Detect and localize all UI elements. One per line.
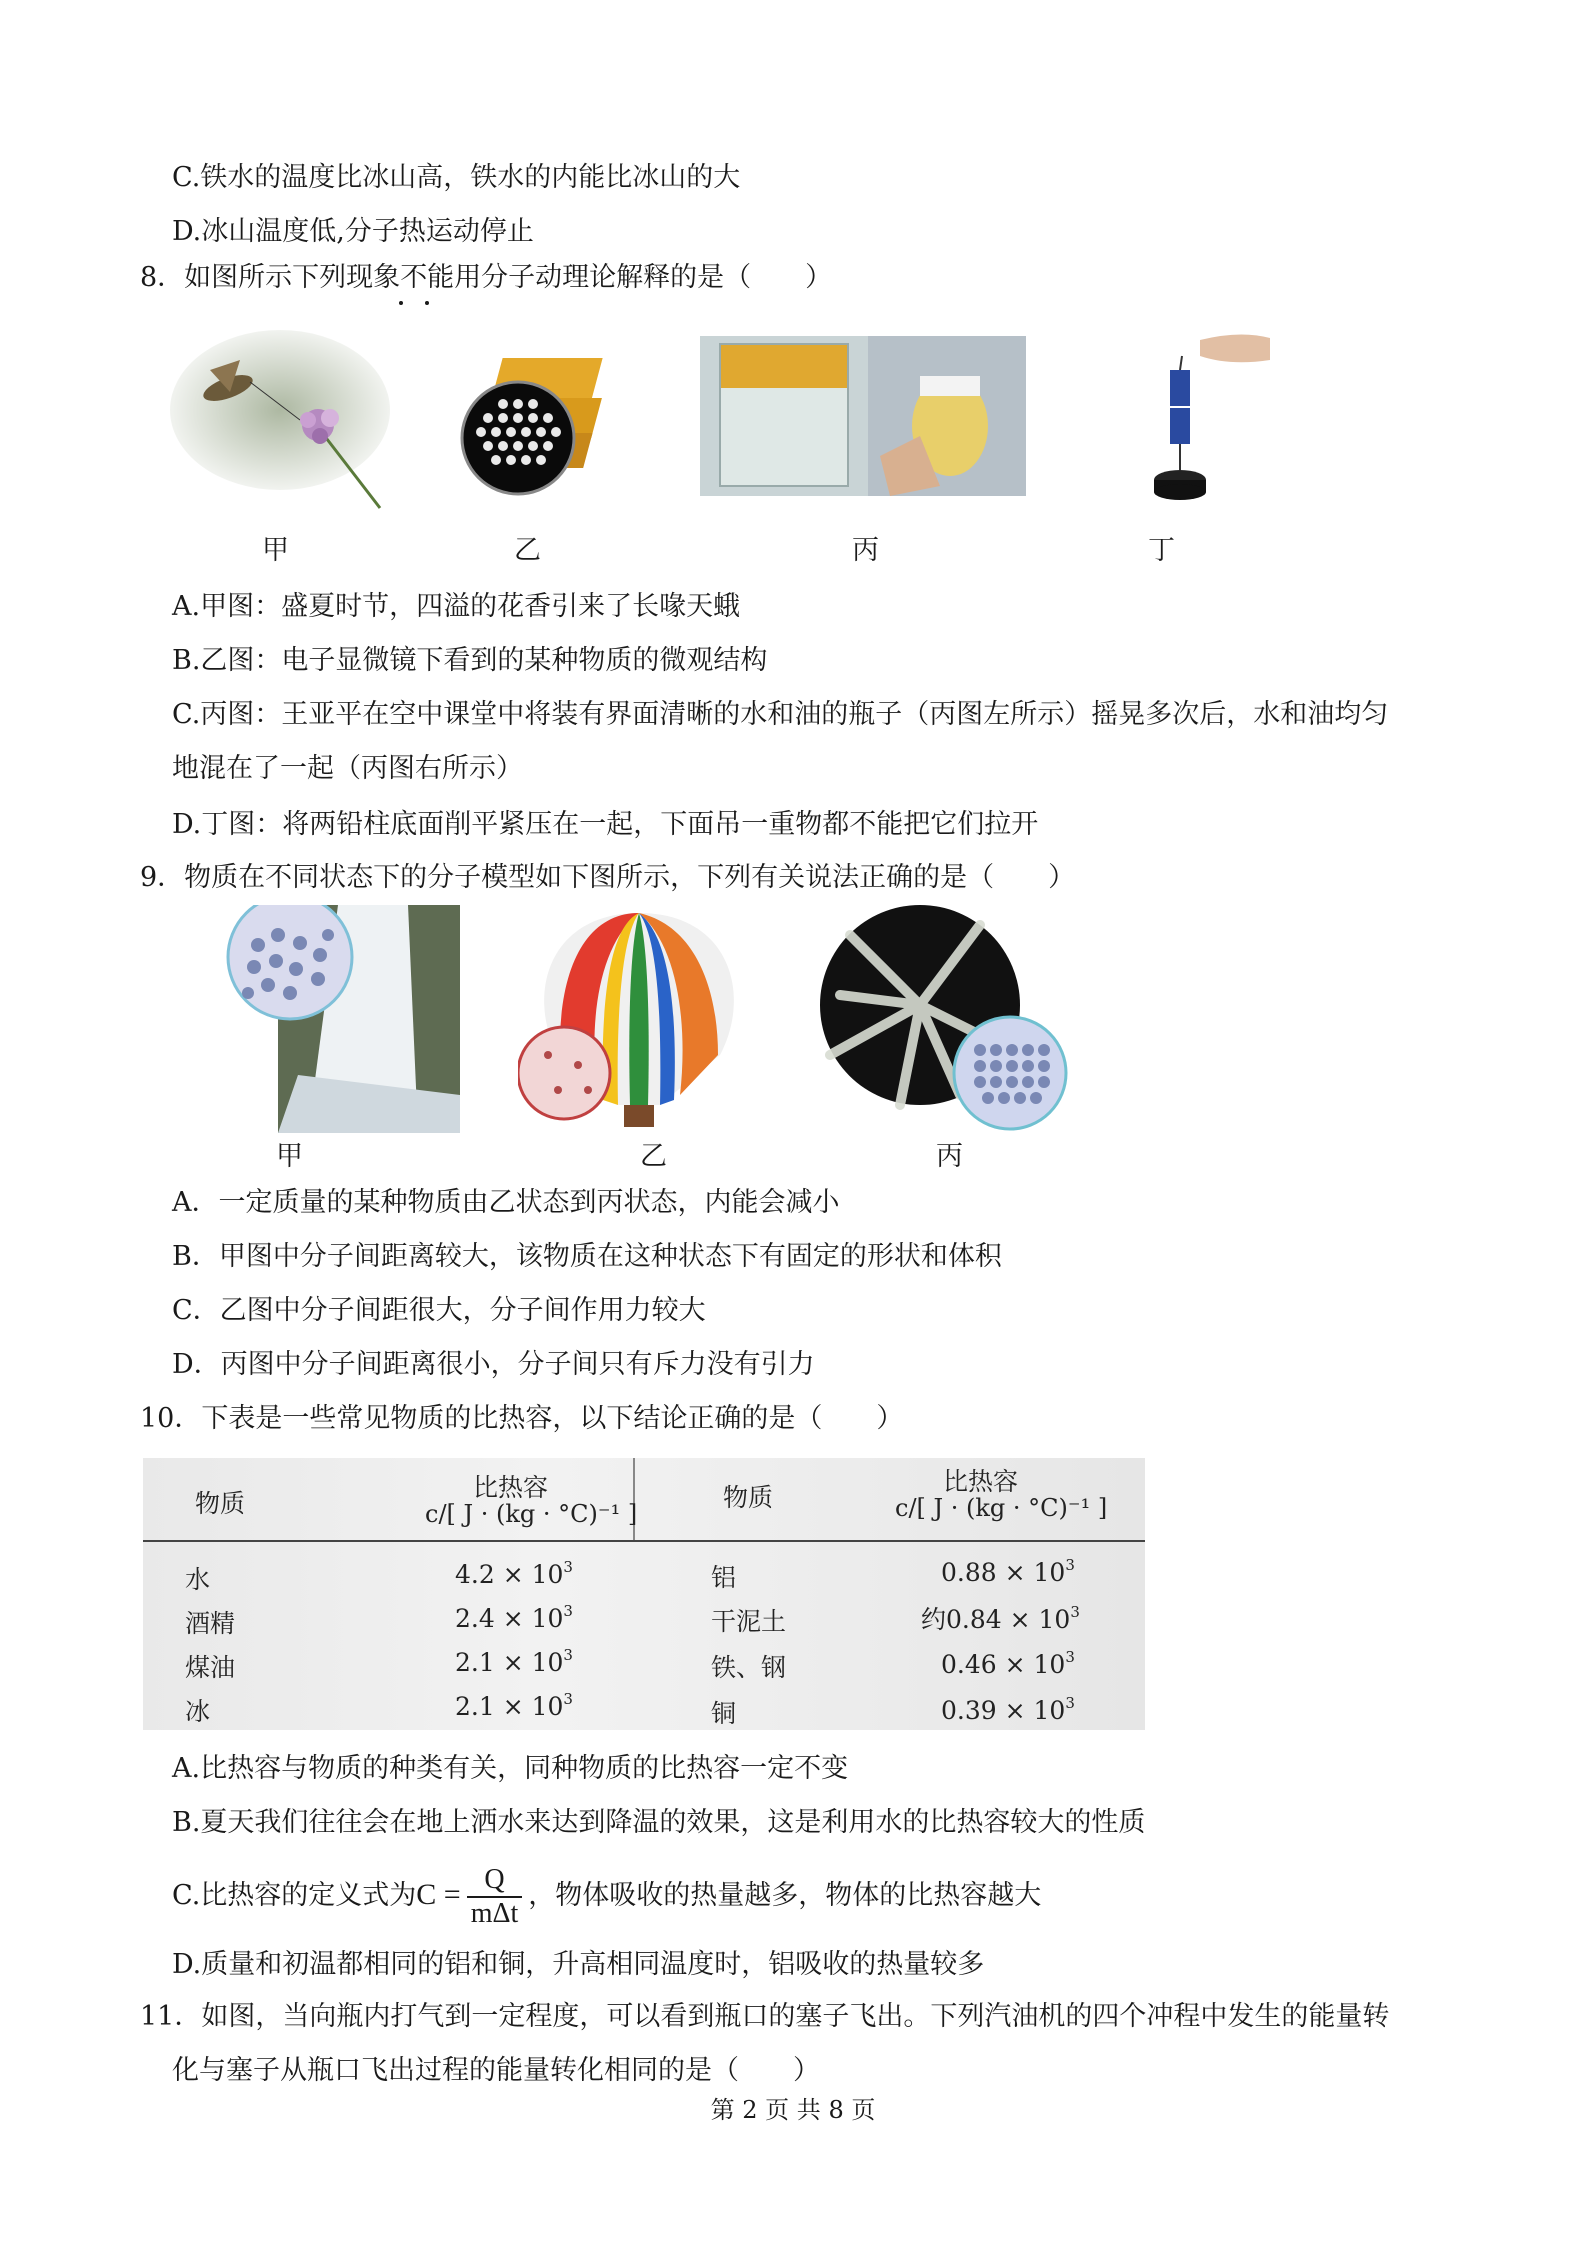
table-row-name: 水 — [185, 1565, 211, 1594]
q8-option-c-cont: 地混在了一起（丙图右所示） — [172, 753, 523, 784]
header-c-right: 比热容 — [943, 1467, 1019, 1496]
q7-option-d: D.冰山温度低,分子热运动停止 — [172, 216, 534, 247]
q8-caption-yi: 乙 — [514, 535, 541, 566]
q8-option-c: C.丙图：王亚平在空中课堂中将装有界面清晰的水和油的瓶子（丙图左所示）摇晃多次后，水和油均匀 — [172, 699, 1389, 730]
moth-flower-figure — [170, 330, 390, 510]
header-substance-right: 物质 — [723, 1483, 774, 1512]
q9-stem: 9．物质在不同状态下的分子模型如下图所示，下列有关说法正确的是（ ） — [140, 862, 1076, 893]
table-row-value: $2.1 \times 10^3$ — [455, 1690, 573, 1721]
q9-option-a: A．一定质量的某种物质由乙状态到丙状态，内能会减小 — [172, 1187, 840, 1218]
q7-option-c: C.铁水的温度比冰山高，铁水的内能比冰山的大 — [172, 162, 741, 193]
formula-lhs: C = — [416, 1878, 461, 1911]
page-footer: 第 2 页 共 8 页 — [710, 2096, 876, 2124]
water-oil-bottle-figure — [700, 336, 1026, 496]
q8-option-d: D.丁图：将两铅柱底面削平紧压在一起，下面吊一重物都不能把它们拉开 — [172, 809, 1039, 840]
header-unit-right: c/[ J · (kg · °C)⁻¹ ] — [895, 1494, 1108, 1522]
header-substance-left: 物质 — [195, 1489, 246, 1518]
table-row-value: $4.2 \times 10^3$ — [455, 1558, 573, 1589]
table-row-value: $2.1 \times 10^3$ — [455, 1646, 573, 1677]
q10-option-c: C.比热容的定义式为C = $\frac{Q}{\text{mΔt}}$ ，物体吸收的热量越多，物体的比热容越大 — [172, 1863, 1042, 1929]
specific-heat-table — [143, 1458, 1145, 1730]
q10-stem: 10．下表是一些常见物质的比热容，以下结论正确的是（ ） — [140, 1403, 904, 1434]
q11-stem-line1: 11．如图，当向瓶内打气到一定程度，可以看到瓶口的塞子飞出。下列汽油机的四个冲程中发生的能量转 — [140, 2001, 1390, 2032]
gold-lattice-figure — [448, 338, 628, 498]
table-row-name: 煤油 — [185, 1653, 236, 1682]
table-row-name: 铁、钢 — [711, 1653, 787, 1682]
q10-option-a: A.比热容与物质的种类有关，同种物质的比热容一定不变 — [172, 1753, 849, 1784]
waterfall-liquid-figure — [218, 905, 460, 1133]
q8-caption-ding: 丁 — [1148, 535, 1175, 566]
table-row-name: 酒精 — [185, 1609, 236, 1638]
q9-option-b: B．甲图中分子间距离较大，该物质在这种状态下有固定的形状和体积 — [172, 1241, 1002, 1272]
table-row-name: 干泥土 — [711, 1607, 787, 1636]
table-row-name: 铜 — [711, 1699, 737, 1728]
table-row-name: 铝 — [711, 1563, 737, 1592]
q9-caption-yi: 乙 — [640, 1141, 667, 1172]
q11-stem-line2: 化与塞子从瓶口飞出过程的能量转化相同的是（ ） — [172, 2055, 820, 2086]
hot-air-balloon-gas-figure — [518, 905, 760, 1133]
q8-caption-jia: 甲 — [262, 535, 289, 566]
crystal-solid-figure — [820, 905, 1076, 1133]
header-c-left: 比热容 — [473, 1473, 549, 1502]
table-header-rule — [143, 1540, 1145, 1542]
table-row-value: 约$0.84 \times 10^3$ — [921, 1603, 1080, 1634]
table-row-value: $0.39 \times 10^3$ — [941, 1694, 1075, 1725]
q8-stem: 8．如图所示下列现象不能用分子动理论解释的是（ ） — [140, 262, 833, 293]
q8-caption-bing: 丙 — [852, 535, 879, 566]
q9-caption-jia: 甲 — [276, 1141, 303, 1172]
table-row-value: $0.46 \times 10^3$ — [941, 1648, 1075, 1679]
q8-option-a: A.甲图：盛夏时节，四溢的花香引来了长喙天蛾 — [172, 591, 741, 622]
table-row-name: 冰 — [185, 1697, 211, 1726]
lead-cylinders-figure — [1130, 330, 1270, 505]
header-unit-left: c/[ J · (kg · °C)⁻¹ ] — [425, 1500, 638, 1528]
q8-emphasis: 不能 — [400, 262, 455, 293]
q10-option-b: B.夏天我们往往会在地上洒水来达到降温的效果，这是利用水的比热容较大的性质 — [172, 1807, 1146, 1838]
table-row-value: $2.4 \times 10^3$ — [455, 1602, 573, 1633]
q10-option-d: D.质量和初温都相同的铝和铜，升高相同温度时，铝吸收的热量较多 — [172, 1949, 985, 1980]
q9-caption-bing: 丙 — [936, 1141, 963, 1172]
q9-option-c: C．乙图中分子间距很大，分子间作用力较大 — [172, 1295, 706, 1326]
q9-option-d: D．丙图中分子间距离很小，分子间只有斥力没有引力 — [172, 1349, 815, 1380]
table-row-value: $0.88 \times 10^3$ — [941, 1556, 1075, 1587]
q8-option-b: B.乙图：电子显微镜下看到的某种物质的微观结构 — [172, 645, 768, 676]
formula-fraction: $\frac{Q}{\text{mΔt}}$ — [467, 1864, 523, 1930]
